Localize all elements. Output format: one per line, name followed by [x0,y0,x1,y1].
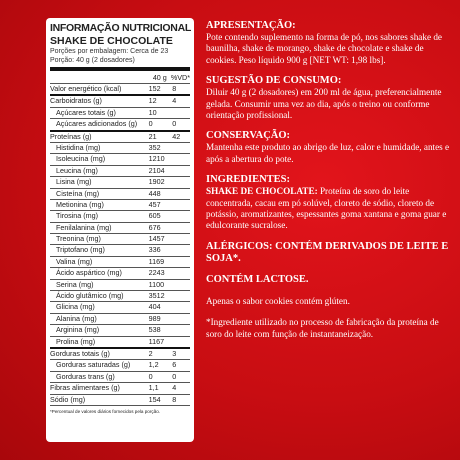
nutrient-amount: 1902 [148,177,165,187]
nutrient-label: Valor energético (kcal) [50,84,122,93]
nutrient-label: Glicina (mg) [56,302,95,312]
nutrition-row [50,337,190,349]
nutrition-row [50,395,190,406]
nutrient-label: Leucina (mg) [56,165,98,175]
nutrient-label: Gorduras trans (g) [56,371,115,381]
nutrient-amount: 0 [148,119,153,129]
usage-text: Diluir 40 g (2 dosadores) em 200 ml de água, preferencialmente gelada. Consumir uma vez ao dia, após o treino ou conforme orientação profissional. [206,87,442,121]
nutrient-label: Fenilalanina (mg) [56,222,112,232]
presentation-heading: APRESENTAÇÃO: [206,20,296,31]
ingredients-paragraph [206,186,456,232]
nutrient-amount: 448 [148,188,161,198]
nutrition-row [50,166,190,177]
nutrition-row [50,234,190,245]
nutrition-facts-panel [46,18,194,442]
nutrient-label: Isoleucina (mg) [56,154,106,164]
nutrient-amount: 457 [148,199,161,209]
nutrition-row [50,211,190,222]
nutrient-label: Valina (mg) [56,256,93,266]
asterisk-note: *Ingrediente utilizado no processo de fabricação da proteína de soro do leite com função de instantaneização. [206,317,439,339]
nutrition-row [50,143,190,154]
nutrient-label: Açúcares adicionados (g) [56,119,138,129]
nutrient-amount: 1169 [148,256,165,266]
nutrition-row [50,245,190,256]
product-flavor-title: SHAKE DE CHOCOLATE [50,35,173,47]
nutrition-row [50,108,190,119]
ingredients-heading: INGREDIENTES: [206,174,291,186]
ingredients-product: SHAKE DE CHOCOLATE: [206,186,318,197]
nutrient-amount: 1,1 [148,383,159,393]
nutrient-amount: 3512 [148,291,165,301]
nutrient-label: Treonina (mg) [56,234,101,244]
ingredients-text: Proteína de soro do leite concentrada, cacau em pó solúvel, cloreto de sódio, cloreto de potássio, aromatizantes, espessantes goma xantana e goma guar e edulcorante sucralose. [206,186,447,231]
nutrition-row [50,268,190,279]
serving-size: Porção: 40 g (2 dosadores) [50,56,135,64]
nutrition-row [50,291,190,302]
nutrition-title: INFORMAÇÃO NUTRICIONAL [50,22,191,34]
nutrition-row [50,383,190,394]
usage-heading: SUGESTÃO DE CONSUMO: [206,75,342,87]
nutrient-label: Açúcares totais (g) [56,107,116,117]
nutrient-daily-value: 6 [172,360,177,370]
nutrition-row [50,84,190,96]
nutrient-amount: 0 [148,371,153,381]
nutrient-label: Serina (mg) [56,279,94,289]
nutrition-row [50,314,190,325]
nutrition-row [50,349,190,360]
header-amount: 40 g [152,73,167,82]
product-info [206,20,456,340]
nutrition-rows [50,84,190,406]
nutrition-row [50,189,190,200]
nutrient-daily-value: 4 [172,96,177,106]
table-header [50,72,190,84]
nutrient-daily-value: 3 [172,348,177,358]
servings-per-pack: Porções por embalagem: Cerca de 23 [50,48,169,55]
nutrition-row [50,96,190,107]
nutrient-amount: 676 [148,222,161,232]
nutrient-label: Gorduras saturadas (g) [56,360,131,370]
allergens-warning: ALÉRGICOS: CONTÉM DERIVADOS DE LEITE E SOJA*. [206,240,449,264]
nutrient-label: Histidina (mg) [56,142,101,152]
gluten-note: Apenas o sabor cookies contém glúten. [206,295,350,306]
nutrient-amount: 336 [148,245,161,255]
footnote: *Percentual de valores diários fornecidos pela porção. [50,408,161,414]
presentation-text: Pote contendo suplemento na forma de pó, nos sabores shake de baunilha, shake de morango, shake de chocolate e shake de cookies. Peso líquido 900 g [NET WT: 1,98 lbs]. [206,32,443,65]
nutrition-row [50,372,190,383]
nutrition-row [50,325,190,336]
nutrient-amount: 1167 [148,336,165,346]
nutrient-label: Gorduras totais (g) [50,348,110,358]
nutrient-amount: 2243 [148,268,165,278]
nutrient-daily-value: 0 [172,371,177,381]
storage-heading: CONSERVAÇÃO: [206,130,291,142]
nutrient-daily-value: 4 [172,383,177,393]
nutrient-amount: 1210 [148,154,165,164]
nutrient-amount: 352 [148,142,161,152]
nutrient-label: Carboidratos (g) [50,96,102,106]
nutrient-amount: 605 [148,211,161,221]
nutrient-label: Fibras alimentares (g) [50,383,120,393]
nutrition-row [50,360,190,371]
nutrient-label: Arginina (mg) [56,325,100,335]
nutrient-amount: 10 [148,107,157,117]
nutrient-label: Metionina (mg) [56,199,104,209]
nutrient-amount: 2 [148,348,153,358]
nutrient-amount: 12 [148,96,157,106]
nutrient-label: Tirosina (mg) [56,211,99,221]
nutrient-amount: 404 [148,302,161,312]
nutrient-daily-value: 8 [172,84,177,93]
nutrient-label: Cisteína (mg) [56,188,100,198]
nutrient-daily-value: 0 [172,119,177,129]
nutrition-row [50,119,190,131]
nutrient-label: Ácido glutâmico (mg) [56,291,124,301]
nutrient-label: Lisina (mg) [56,177,92,187]
nutrition-row [50,223,190,234]
nutrient-label: Alanina (mg) [56,313,97,323]
storage-text: Mantenha este produto ao abrigo de luz, calor e humidade, antes e após a abertura do pote. [206,142,450,164]
nutrient-label: Ácido aspártico (mg) [56,268,122,278]
nutrient-amount: 21 [148,131,157,141]
nutrition-row [50,132,190,143]
header-dv: %VD* [170,73,190,82]
nutrient-label: Sódio (mg) [50,394,86,404]
nutrition-row [50,257,190,268]
nutrient-amount: 1100 [148,279,165,289]
nutrient-label: Triptofano (mg) [56,245,105,255]
nutrient-amount: 538 [148,325,161,335]
nutrient-daily-value: 42 [172,131,181,141]
nutrient-amount: 1457 [148,234,165,244]
nutrient-label: Proteínas (g) [50,131,92,141]
nutrition-row [50,177,190,188]
nutrient-amount: 154 [148,394,161,404]
nutrition-row [50,280,190,291]
nutrition-row [50,154,190,165]
nutrient-amount: 989 [148,313,161,323]
nutrient-label: Prolina (mg) [56,336,96,346]
nutrient-amount: 152 [148,84,161,93]
nutrition-row [50,302,190,313]
nutrition-row [50,200,190,211]
thick-divider [50,67,190,71]
nutrient-amount: 2104 [148,165,165,175]
nutrient-amount: 1,2 [148,360,159,370]
nutrient-daily-value: 8 [172,394,177,404]
lactose-warning: CONTÉM LACTOSE. [206,273,309,285]
